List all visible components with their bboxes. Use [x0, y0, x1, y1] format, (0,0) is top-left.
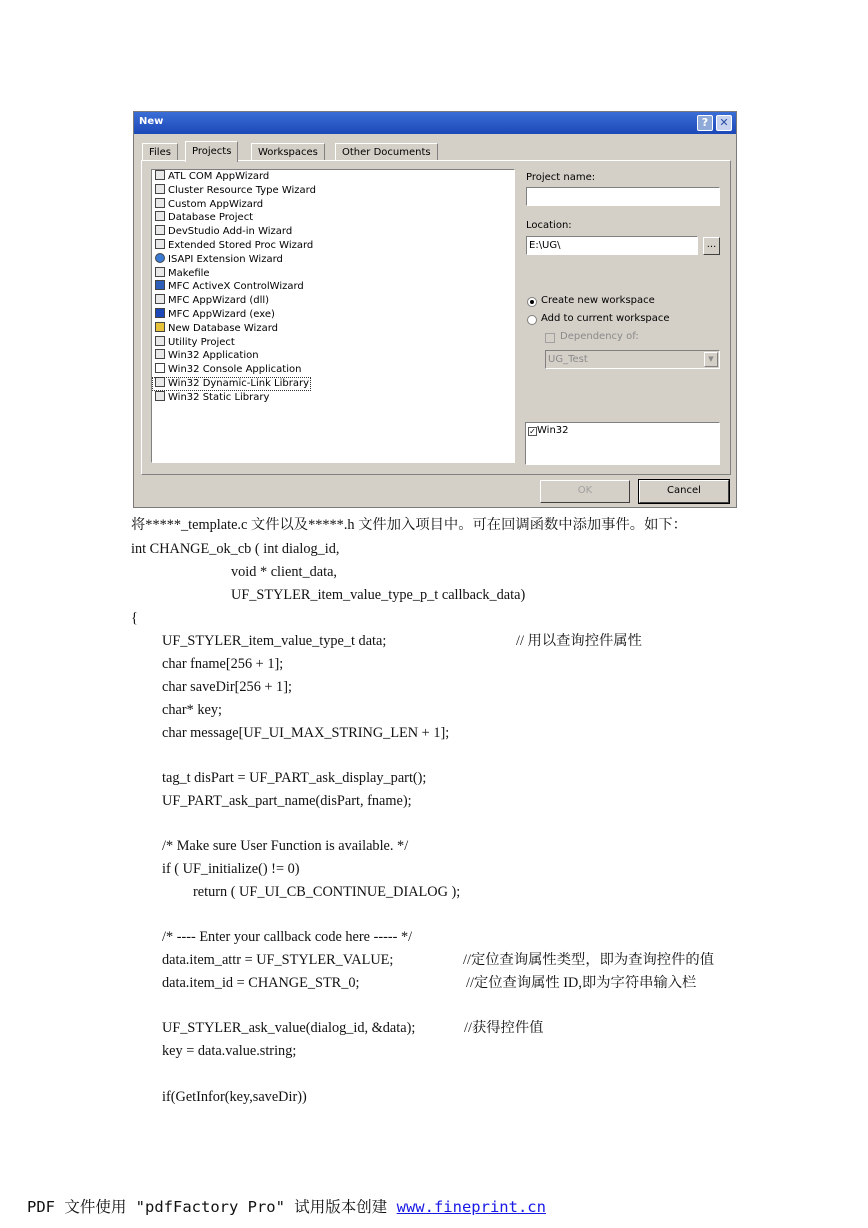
ok-button[interactable]: OK: [540, 480, 630, 503]
dependency-dropdown[interactable]: [545, 350, 720, 369]
code-line: UF_STYLER_item_value_type_t data;: [162, 633, 387, 649]
list-item[interactable]: Win32 Console Application: [152, 363, 514, 377]
globe-icon: [155, 253, 165, 263]
code-comment: //获得控件值: [464, 1020, 544, 1036]
atl-icon: [155, 170, 165, 180]
footer-text: PDF 文件使用 "pdfFactory Pro" 试用版本创建: [27, 1198, 397, 1216]
help-icon[interactable]: ?: [697, 115, 713, 131]
list-item[interactable]: DevStudio Add-in Wizard: [152, 225, 514, 239]
code-comment: // 用以查询控件属性: [516, 633, 642, 649]
project-name-label: Project name:: [526, 172, 596, 183]
code-line: {: [131, 610, 138, 626]
database-icon: [155, 211, 165, 221]
code-line: return ( UF_UI_CB_CONTINUE_DIALOG );: [193, 884, 461, 900]
pdf-footer: [27, 1195, 546, 1217]
lib-icon: [155, 391, 165, 401]
list-item[interactable]: MFC AppWizard (exe): [152, 308, 514, 322]
list-item[interactable]: Win32 Static Library: [152, 391, 514, 405]
list-item[interactable]: Cluster Resource Type Wizard: [152, 184, 514, 198]
location-input[interactable]: E:\UG\: [526, 236, 698, 255]
list-item[interactable]: Database Project: [152, 211, 514, 225]
title-bar[interactable]: [134, 112, 736, 134]
browse-button[interactable]: ...: [703, 237, 720, 255]
add-workspace-label[interactable]: Add to current workspace: [541, 313, 670, 324]
code-comment: //定位查询属性类型，即为查询控件的值: [463, 952, 714, 968]
win32-app-icon: [155, 349, 165, 359]
code-line: /* Make sure User Function is available. */: [162, 838, 409, 854]
code-comment: //定位查询属性 ID,即为字符串输入栏: [466, 975, 697, 991]
platform-item-win32[interactable]: ✓Win32: [529, 425, 569, 436]
list-item[interactable]: Win32 Application: [152, 349, 514, 363]
project-type-list[interactable]: [151, 169, 515, 463]
stored-proc-icon: [155, 239, 165, 249]
list-item[interactable]: Extended Stored Proc Wizard: [152, 239, 514, 253]
tab-files[interactable]: Files: [142, 143, 178, 161]
mfc-exe-icon: [155, 308, 165, 318]
mfc-dll-icon: [155, 294, 165, 304]
list-item[interactable]: MFC AppWizard (dll): [152, 294, 514, 308]
checkbox-checked-icon[interactable]: ✓: [529, 427, 536, 436]
add-workspace-radio[interactable]: [527, 315, 537, 325]
project-name-input[interactable]: [526, 187, 720, 206]
console-icon: [155, 363, 165, 373]
activex-icon: [155, 280, 165, 290]
list-item[interactable]: Makefile: [152, 267, 514, 281]
code-line: char message[UF_UI_MAX_STRING_LEN + 1];: [162, 725, 450, 741]
code-line: tag_t disPart = UF_PART_ask_display_part();: [162, 770, 427, 786]
code-line: UF_PART_ask_part_name(disPart, fname);: [162, 793, 412, 809]
create-workspace-radio[interactable]: [527, 297, 537, 307]
list-item[interactable]: MFC ActiveX ControlWizard: [152, 280, 514, 294]
code-line: if(GetInfor(key,saveDir)): [162, 1089, 307, 1105]
cluster-icon: [155, 184, 165, 194]
code-line: void * client_data,: [231, 564, 338, 580]
utility-icon: [155, 336, 165, 346]
code-line: UF_STYLER_item_value_type_p_t callback_data): [231, 587, 526, 603]
dependency-value: UG_Test: [548, 354, 588, 365]
location-label: Location:: [526, 220, 572, 231]
dependency-label: Dependency of:: [560, 331, 639, 342]
list-item[interactable]: New Database Wizard: [152, 322, 514, 336]
dialog-title: New: [139, 116, 164, 127]
dll-icon: [155, 377, 165, 387]
custom-wizard-icon: [155, 198, 165, 208]
cancel-button[interactable]: Cancel: [639, 480, 729, 503]
code-line: data.item_id = CHANGE_STR_0;: [162, 975, 360, 991]
code-line: char* key;: [162, 702, 222, 718]
list-item[interactable]: Custom AppWizard: [152, 198, 514, 212]
makefile-icon: [155, 267, 165, 277]
code-line: char fname[256 + 1];: [162, 656, 284, 672]
code-line: key = data.value.string;: [162, 1043, 297, 1059]
list-item[interactable]: Utility Project: [152, 336, 514, 350]
platforms-list[interactable]: [525, 422, 720, 465]
code-line: int CHANGE_ok_cb ( int dialog_id,: [131, 541, 340, 557]
close-icon[interactable]: ✕: [716, 115, 732, 131]
tab-workspaces[interactable]: Workspaces: [251, 143, 325, 161]
code-line: if ( UF_initialize() != 0): [162, 861, 300, 877]
dependency-checkbox[interactable]: [545, 333, 555, 343]
addin-icon: [155, 225, 165, 235]
code-line: UF_STYLER_ask_value(dialog_id, &data);: [162, 1020, 416, 1036]
chevron-down-icon[interactable]: ▼: [704, 352, 718, 367]
list-item-selected[interactable]: Win32 Dynamic-Link Library: [152, 377, 311, 391]
intro-text: 将*****_template.c 文件以及*****.h 文件加入项目中。可在回调函数中添加事件。如下：: [131, 517, 687, 533]
list-item[interactable]: ISAPI Extension Wizard: [152, 253, 514, 267]
code-line: char saveDir[256 + 1];: [162, 679, 292, 695]
tab-projects[interactable]: Projects: [185, 141, 238, 162]
db-wizard-icon: [155, 322, 165, 332]
new-project-dialog: [133, 111, 737, 508]
list-item[interactable]: ATL COM AppWizard: [152, 170, 514, 184]
footer-link[interactable]: www.fineprint.cn: [396, 1198, 546, 1216]
code-line: data.item_attr = UF_STYLER_VALUE;: [162, 952, 394, 968]
create-workspace-label[interactable]: Create new workspace: [541, 295, 655, 306]
tab-other-documents[interactable]: Other Documents: [335, 143, 438, 161]
code-line: /* ---- Enter your callback code here ----- */: [162, 929, 413, 945]
